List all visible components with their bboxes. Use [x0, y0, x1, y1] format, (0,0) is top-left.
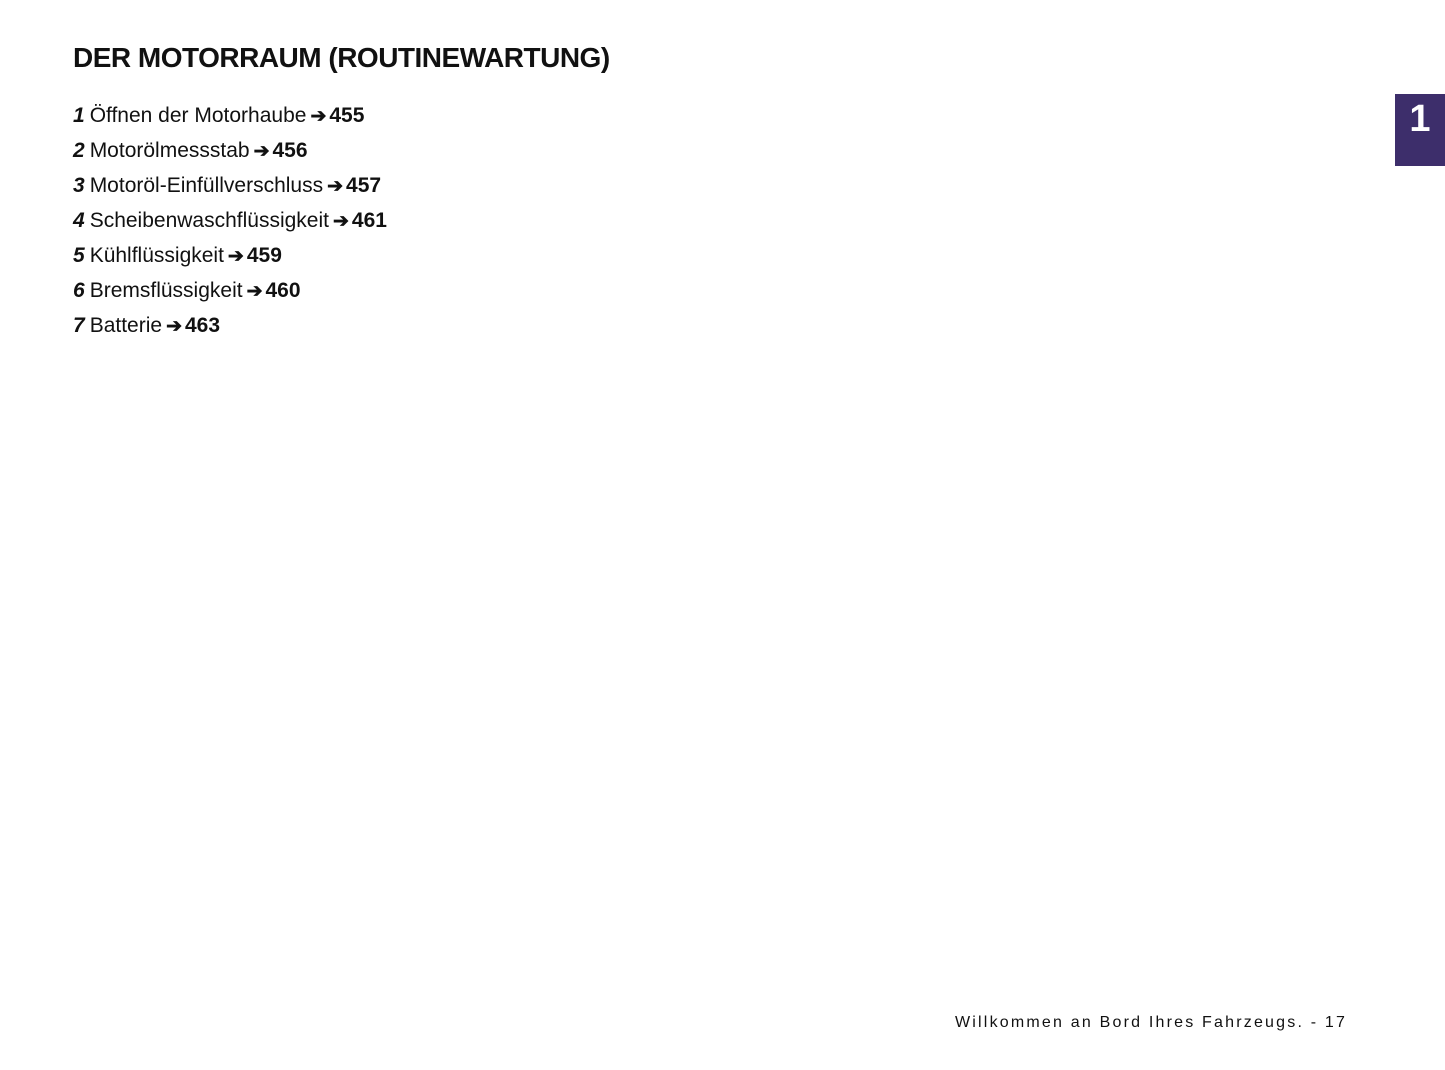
item-label: Scheibenwaschflüssigkeit: [89, 209, 329, 232]
page-reference[interactable]: 461: [351, 209, 387, 232]
page-title: DER MOTORRAUM (ROUTINEWARTUNG): [73, 42, 610, 73]
page-reference[interactable]: 463: [184, 314, 221, 337]
item-number: 3: [73, 174, 85, 197]
item-label: Batterie: [89, 314, 163, 337]
item-label: Kühlflüssigkeit: [89, 244, 224, 267]
item-number: 4: [73, 209, 85, 232]
item-number: 6: [73, 279, 85, 302]
arrow-right-icon: ➔: [310, 106, 327, 127]
list-item: [73, 172, 387, 207]
page-reference[interactable]: 459: [246, 244, 282, 267]
page-footer: Willkommen an Bord Ihres Fahrzeugs. - 17: [955, 1014, 1348, 1031]
arrow-right-icon: ➔: [327, 176, 344, 197]
component-list: [73, 102, 387, 347]
list-item: [73, 277, 387, 312]
item-label: Motoröl-Einfüllverschluss: [89, 174, 324, 197]
arrow-right-icon: ➔: [253, 141, 270, 162]
arrow-right-icon: ➔: [332, 211, 349, 232]
item-number: 7: [73, 314, 85, 337]
arrow-right-icon: ➔: [246, 281, 263, 302]
arrow-right-icon: ➔: [166, 316, 182, 337]
list-item: [73, 312, 387, 347]
chapter-tab: 1: [1395, 94, 1445, 166]
arrow-right-icon: ➔: [227, 246, 244, 267]
page-reference[interactable]: 457: [346, 174, 382, 197]
item-number: 2: [73, 139, 85, 162]
list-item: [73, 137, 387, 172]
page-reference[interactable]: 455: [329, 104, 365, 127]
item-label: Bremsflüssigkeit: [89, 279, 243, 302]
page-reference[interactable]: 456: [272, 139, 308, 162]
item-number: 5: [73, 244, 85, 267]
list-item: [73, 242, 387, 277]
page-reference[interactable]: 460: [265, 279, 301, 302]
item-label: Öffnen der Motorhaube: [89, 104, 307, 127]
list-item: [73, 102, 387, 137]
item-number: 1: [73, 104, 85, 127]
item-label: Motorölmessstab: [89, 139, 250, 162]
list-item: [73, 207, 387, 242]
